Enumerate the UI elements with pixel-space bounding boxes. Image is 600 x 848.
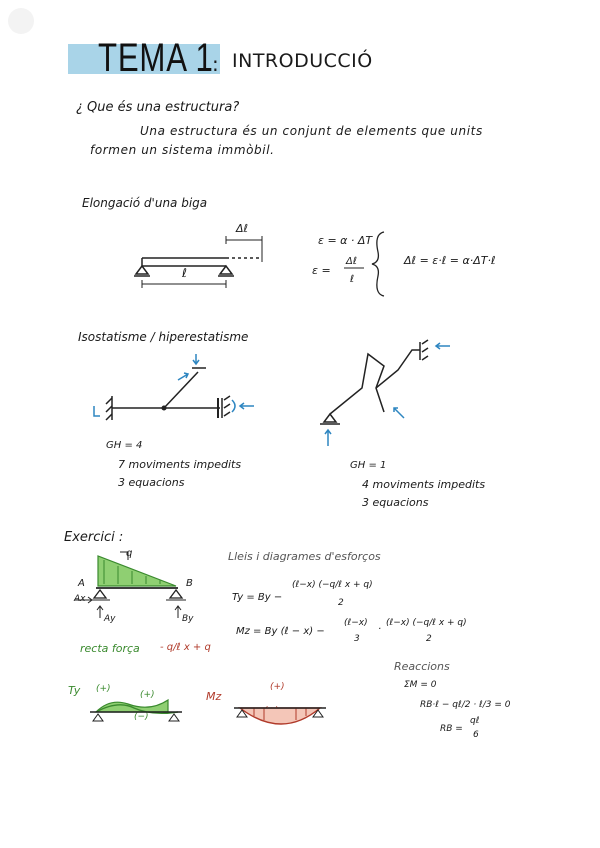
question-heading: ¿ Que és una estructura?: [76, 100, 240, 115]
sum-moments: ΣM = 0: [404, 680, 437, 690]
mz-moment-diagram: [234, 708, 326, 724]
strain-eq2-denominator: ℓ: [350, 274, 355, 285]
load-q-label: q: [126, 548, 133, 559]
rb-result-left: RB =: [440, 724, 463, 734]
ty-diagram-plus: (+): [140, 690, 155, 700]
mz-frac2-denominator: 2: [426, 634, 432, 644]
right-line-2: 3 equacions: [362, 496, 429, 509]
mz-frac1-numerator: (ℓ−x): [344, 618, 368, 628]
rb-result-numerator: qℓ: [470, 716, 480, 726]
answer-line-1: Una estructura és un conjunt de elements que units: [140, 124, 483, 138]
point-b-label: B: [186, 578, 193, 589]
elongation-result: Δℓ = ε·ℓ = α·ΔT·ℓ: [404, 254, 496, 267]
reactions-heading: Reaccions: [394, 660, 450, 673]
page-title: TEMA 1: [98, 36, 214, 80]
recta-equation: - q/ℓ x + q: [160, 642, 211, 653]
exercise-heading: Exercici :: [64, 530, 124, 545]
elongation-beam-figure: [134, 232, 384, 296]
mz-diagram-label: Mz: [206, 690, 222, 703]
rb-result-denominator: 6: [473, 730, 479, 740]
left-gh: GH = 4: [106, 440, 143, 451]
right-gh: GH = 1: [350, 460, 387, 471]
title-separator: :: [212, 52, 219, 76]
rb-equation: RB·ℓ − qℓ/2 · ℓ/3 = 0: [420, 700, 511, 710]
ty-diagram-label: Ty: [68, 684, 81, 697]
left-line-2: 3 equacions: [118, 476, 185, 489]
delta-l-label: Δℓ: [236, 222, 249, 235]
ty-equation-left: Ty = By −: [232, 592, 283, 603]
strain-equation-2-left: ε =: [312, 264, 331, 277]
mz-frac2-numerator: (ℓ−x) (−q/ℓ x + q): [386, 618, 467, 628]
isostatism-right-figure: [320, 340, 428, 424]
strain-equation-1: ε = α · ΔT: [318, 234, 373, 247]
isostatism-right-arrows: [325, 343, 450, 446]
page-subtitle: INTRODUCCIÓ: [232, 50, 373, 72]
by-label: By: [182, 614, 194, 624]
point-a-label: A: [78, 578, 85, 589]
beam-length-label: ℓ: [182, 266, 187, 280]
isostatism-heading: Isostatisme / hiperestatisme: [78, 330, 249, 344]
isostatism-left-arrows: [94, 354, 254, 416]
laws-heading: Lleis i diagrames d'esforços: [228, 550, 381, 563]
mz-equation-left: Mz = By (ℓ − x) −: [236, 626, 325, 637]
recta-label: recta força: [80, 642, 140, 655]
elongation-heading: Elongació d'una biga: [82, 196, 208, 210]
ay-label: Ay: [104, 614, 116, 624]
ty-numerator: (ℓ−x) (−q/ℓ x + q): [292, 580, 373, 590]
isostatism-left-figure: [106, 368, 230, 420]
mz-frac1-denominator: 3: [354, 634, 360, 644]
mz-diagram-top: (+): [270, 682, 285, 692]
exercise-load-triangle: [98, 552, 176, 586]
ty-shear-diagram: [90, 700, 182, 721]
left-line-1: 7 moviments impedits: [118, 458, 242, 471]
ty-diagram-negative: (−): [134, 712, 149, 722]
ty-diagram-positive: (+): [96, 684, 111, 694]
right-line-1: 4 moviments impedits: [362, 478, 486, 491]
answer-line-2: formen un sistema immòbil.: [90, 143, 275, 157]
mz-dot: ·: [378, 624, 382, 635]
ax-label: Ax: [74, 594, 86, 604]
strain-eq2-numerator: Δℓ: [346, 256, 357, 267]
exercise-beam: [74, 588, 186, 618]
ty-denominator: 2: [338, 598, 344, 608]
